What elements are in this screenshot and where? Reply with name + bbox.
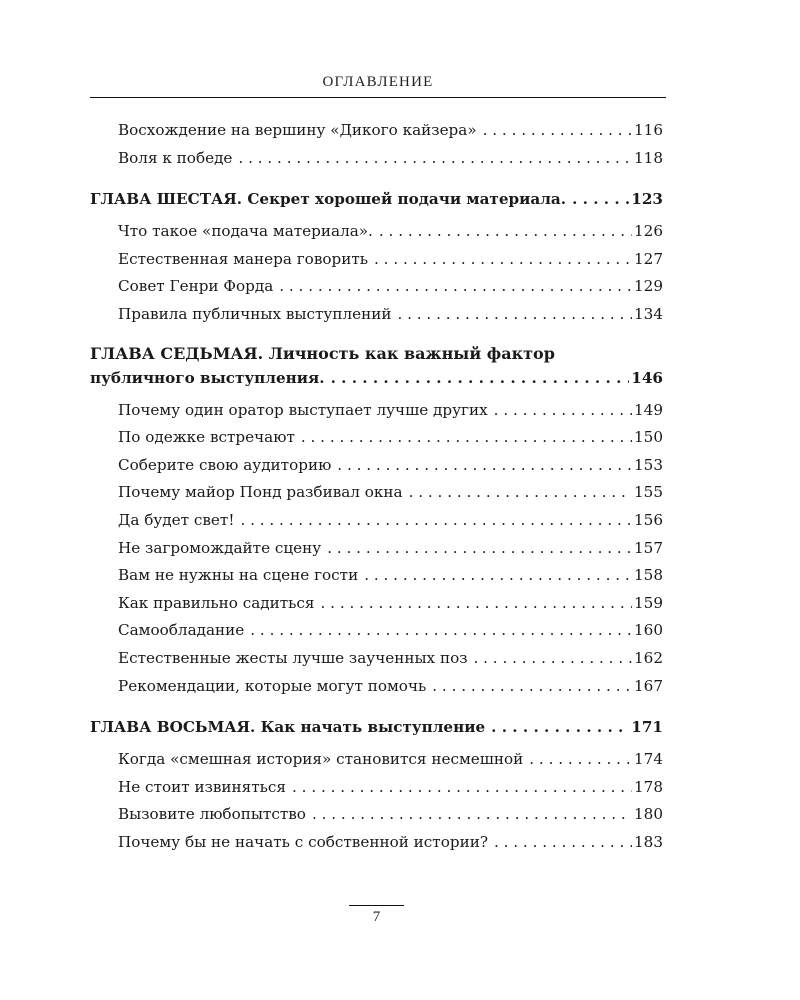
page-ref: 118: [634, 148, 663, 167]
toc-section-entry: [118, 452, 663, 480]
table-of-contents: [90, 117, 663, 856]
section-title: Не загромождайте сцену: [118, 538, 322, 557]
page-ref: 127: [634, 249, 663, 268]
toc-section-entry: [118, 145, 663, 173]
toc-section-entry: [118, 479, 663, 507]
dot-leader: [331, 365, 630, 391]
toc-section-entry: [118, 590, 663, 618]
dot-leader: [240, 507, 632, 535]
page-ref: 150: [634, 428, 663, 447]
toc-section-entry: [118, 397, 663, 425]
page-ref: 167: [634, 676, 663, 695]
page-ref: 180: [634, 805, 663, 824]
page-ref: 183: [634, 832, 663, 851]
section-title: Рекомендации, которые могут помочь: [118, 676, 427, 695]
page-ref: 160: [634, 621, 663, 640]
dot-leader: [321, 590, 632, 618]
toc-section-entry: [118, 617, 663, 645]
dot-leader: [374, 246, 632, 274]
page-ref: 157: [634, 538, 663, 557]
dot-leader: [337, 452, 632, 480]
chapter-title: публичного выступления.: [90, 368, 325, 387]
toc-section-entry: [118, 246, 663, 274]
dot-leader: [483, 117, 632, 145]
dot-leader: [409, 479, 632, 507]
toc-section-entry: [118, 301, 663, 329]
page-ref: 146: [631, 368, 663, 387]
page-ref: 153: [634, 455, 663, 474]
toc-section-entry: [118, 829, 663, 857]
dot-leader: [494, 829, 632, 857]
dot-leader: [397, 301, 632, 329]
footer-rule: [349, 905, 404, 906]
chapter-title: ГЛАВА ШЕСТАЯ. Секрет хорошей подачи материала.: [90, 190, 567, 209]
dot-leader: [572, 186, 629, 212]
toc-section-entry: [118, 218, 663, 246]
chapter-title-line: ГЛАВА СЕДЬМАЯ. Личность как важный фактор: [90, 343, 555, 363]
toc-chapter-entry: [90, 186, 663, 212]
toc-section-entry: [118, 507, 663, 535]
page-ref: 178: [634, 777, 663, 796]
page-ref: 158: [634, 566, 663, 585]
page-ref: 155: [634, 483, 663, 502]
section-title: Соберите свою аудиторию: [118, 455, 332, 474]
toc-section-entry: [118, 535, 663, 563]
section-title: Вызовите любопытство: [118, 805, 306, 824]
section-title: По одежке встречают: [118, 428, 295, 447]
toc-section-entry: [118, 562, 663, 590]
page-ref: 156: [634, 510, 663, 529]
section-title: Как правильно садиться: [118, 593, 315, 612]
dot-leader: [327, 535, 632, 563]
dot-leader: [250, 617, 632, 645]
header-rule: [90, 97, 666, 98]
toc-section-entry: [118, 424, 663, 452]
section-title: Совет Генри Форда: [118, 277, 274, 296]
dot-leader: [432, 673, 632, 701]
page-ref: 134: [634, 304, 663, 323]
page-number: 7: [372, 909, 381, 925]
toc-section-entry: [118, 273, 663, 301]
dot-leader: [474, 645, 633, 673]
section-title: Почему бы не начать с собственной истории?: [118, 832, 488, 851]
toc-chapter-entry: [90, 365, 663, 391]
toc-section-entry: [118, 774, 663, 802]
dot-leader: [494, 397, 632, 425]
page-ref: 162: [634, 648, 663, 667]
section-title: Естественная манера говорить: [118, 249, 369, 268]
dot-leader: [312, 801, 632, 829]
section-title: Почему майор Понд разбивал окна: [118, 483, 403, 502]
toc-section-entry: [118, 746, 663, 774]
page-ref: 159: [634, 593, 663, 612]
section-title: Не стоит извиняться: [118, 777, 287, 796]
toc-section-entry: [118, 645, 663, 673]
section-title: Самообладание: [118, 621, 245, 640]
chapter-title: ГЛАВА ВОСЬМАЯ. Как начать выступление: [90, 718, 486, 737]
toc-section-entry: [118, 117, 663, 145]
page-ref: 149: [634, 400, 663, 419]
dot-leader: [238, 145, 632, 173]
toc-section-entry: [118, 673, 663, 701]
toc-chapter-entry: [90, 714, 663, 740]
dot-leader: [491, 714, 629, 740]
dot-leader: [529, 746, 632, 774]
toc-section-entry: [118, 801, 663, 829]
section-title: Восхождение на вершину «Дикого кайзера»: [118, 121, 477, 139]
section-title: Естественные жесты лучше заученных поз: [118, 648, 468, 667]
page-ref: 123: [631, 190, 663, 209]
page-ref: 129: [634, 277, 663, 296]
dot-leader: [364, 562, 632, 590]
dot-leader: [292, 774, 632, 802]
page-ref: 126: [634, 222, 663, 241]
section-title: Когда «смешная история» становится несмешной: [118, 750, 524, 769]
section-title: Что такое «подача материала».: [118, 222, 373, 241]
section-title: Вам не нужны на сцене гости: [118, 566, 359, 585]
running-header: ОГЛАВЛЕНИЕ: [322, 74, 434, 90]
section-title: Да будет свет!: [118, 510, 235, 529]
page-ref: 174: [634, 750, 663, 769]
section-title: Правила публичных выступлений: [118, 304, 392, 323]
dot-leader: [279, 273, 632, 301]
dot-leader: [379, 218, 632, 246]
page-ref: 116: [634, 121, 663, 139]
section-title: Почему один оратор выступает лучше других: [118, 400, 488, 419]
dot-leader: [301, 424, 632, 452]
section-title: Воля к победе: [118, 148, 233, 167]
page-ref: 171: [631, 718, 663, 737]
